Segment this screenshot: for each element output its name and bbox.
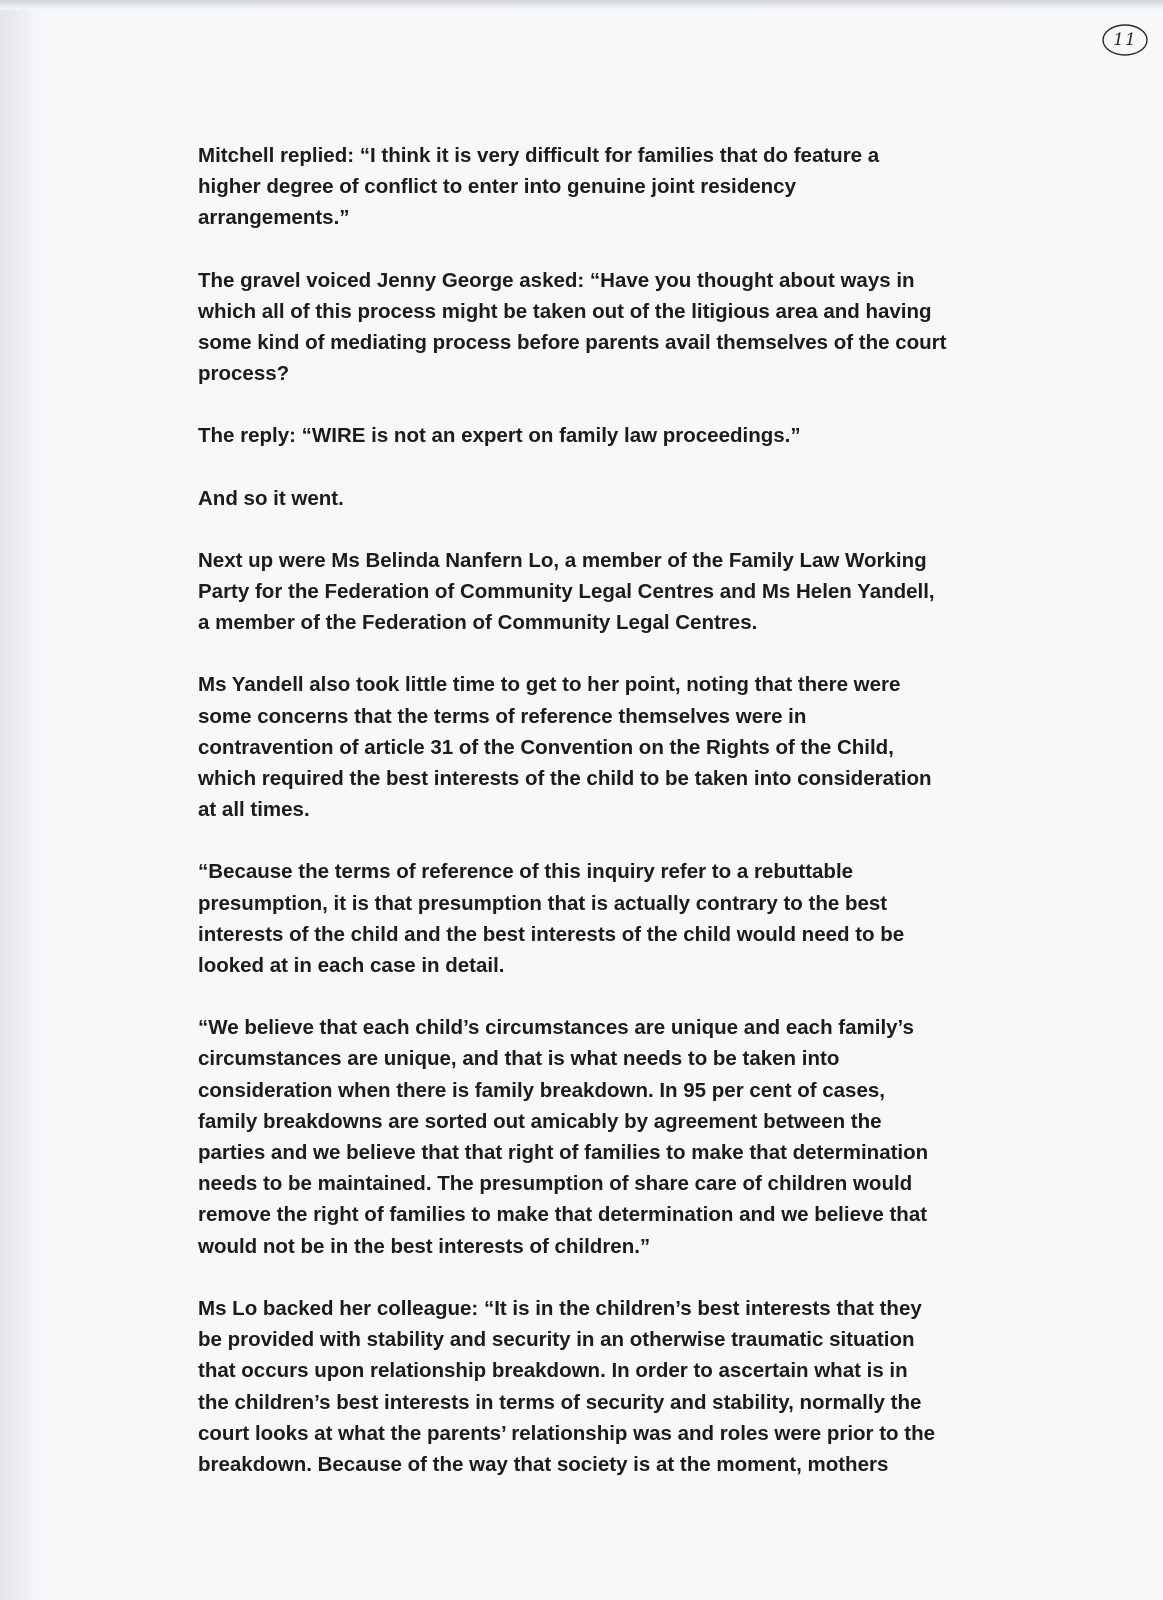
paragraph-next-up: Next up were Ms Belinda Nanfern Lo, a member of the Family Law Working Party for the Federation of Community Legal Centres and Ms Helen Yandell, a member of the Federation of Community Legal Centres. (198, 548, 935, 635)
paragraph-mitchell-reply: Mitchell replied: “I think it is very difficult for families that do feature a higher degree of conflict to enter into genuine joint residency arrangements.” (198, 144, 880, 230)
handwritten-page-number (1100, 22, 1150, 58)
paragraph-unique-circumstances: “We believe that each child’s circumstances are unique and each family’s circumstances are unique, and that is what needs to be taken into consideration when there is family breakdown. In 95 per cent of cases, family breakdowns are sorted out amicably by agreement between the parties and we believe that that right of families to make that determination needs to be maintained. The presumption of share care of children would remove the right of families to make that determination and we believe that would not be in the best interests of children.” (198, 1016, 929, 1258)
scan-shadow-left (0, 0, 42, 1600)
scan-shadow-top (0, 0, 1163, 10)
paragraph-wire-reply: The reply: “WIRE is not an expert on family law proceedings.” (198, 424, 801, 448)
paragraph-and-so-it-went: And so it went. (198, 486, 344, 510)
paragraph-jenny-george-question: The gravel voiced Jenny George asked: “Have you thought about ways in which all of this process might be taken out of the litigious area and having some kind of mediating process before parents avail themselves of the court process? (198, 268, 947, 386)
document-body (198, 140, 1028, 1511)
paragraph-rebuttable-presumption: “Because the terms of reference of this inquiry refer to a rebuttable presumption, it is that presumption that is actually contrary to the best interests of the child and the best interests of the child would need to be looked at in each case in detail. (198, 860, 905, 978)
paragraph-yandell-point: Ms Yandell also took little time to get to her point, noting that there were some concerns that the terms of reference themselves were in contravention of article 31 of the Convention on the Rights of the Child, which required the best interests of the child to be taken into consideration at all times. (198, 673, 932, 822)
page-number-text: 11 (1113, 30, 1137, 50)
paragraph-lo-backed-colleague: Ms Lo backed her colleague: “It is in the children’s best interests that they be provided with stability and security in an otherwise traumatic situation that occurs upon relationship breakdown. In order to ascertain what is in the children’s best interests in terms of security and stability, normally the court looks at what the parents’ relationship was and roles were prior to the breakdown. Because of the way that society is at the moment, mothers (198, 1296, 936, 1476)
